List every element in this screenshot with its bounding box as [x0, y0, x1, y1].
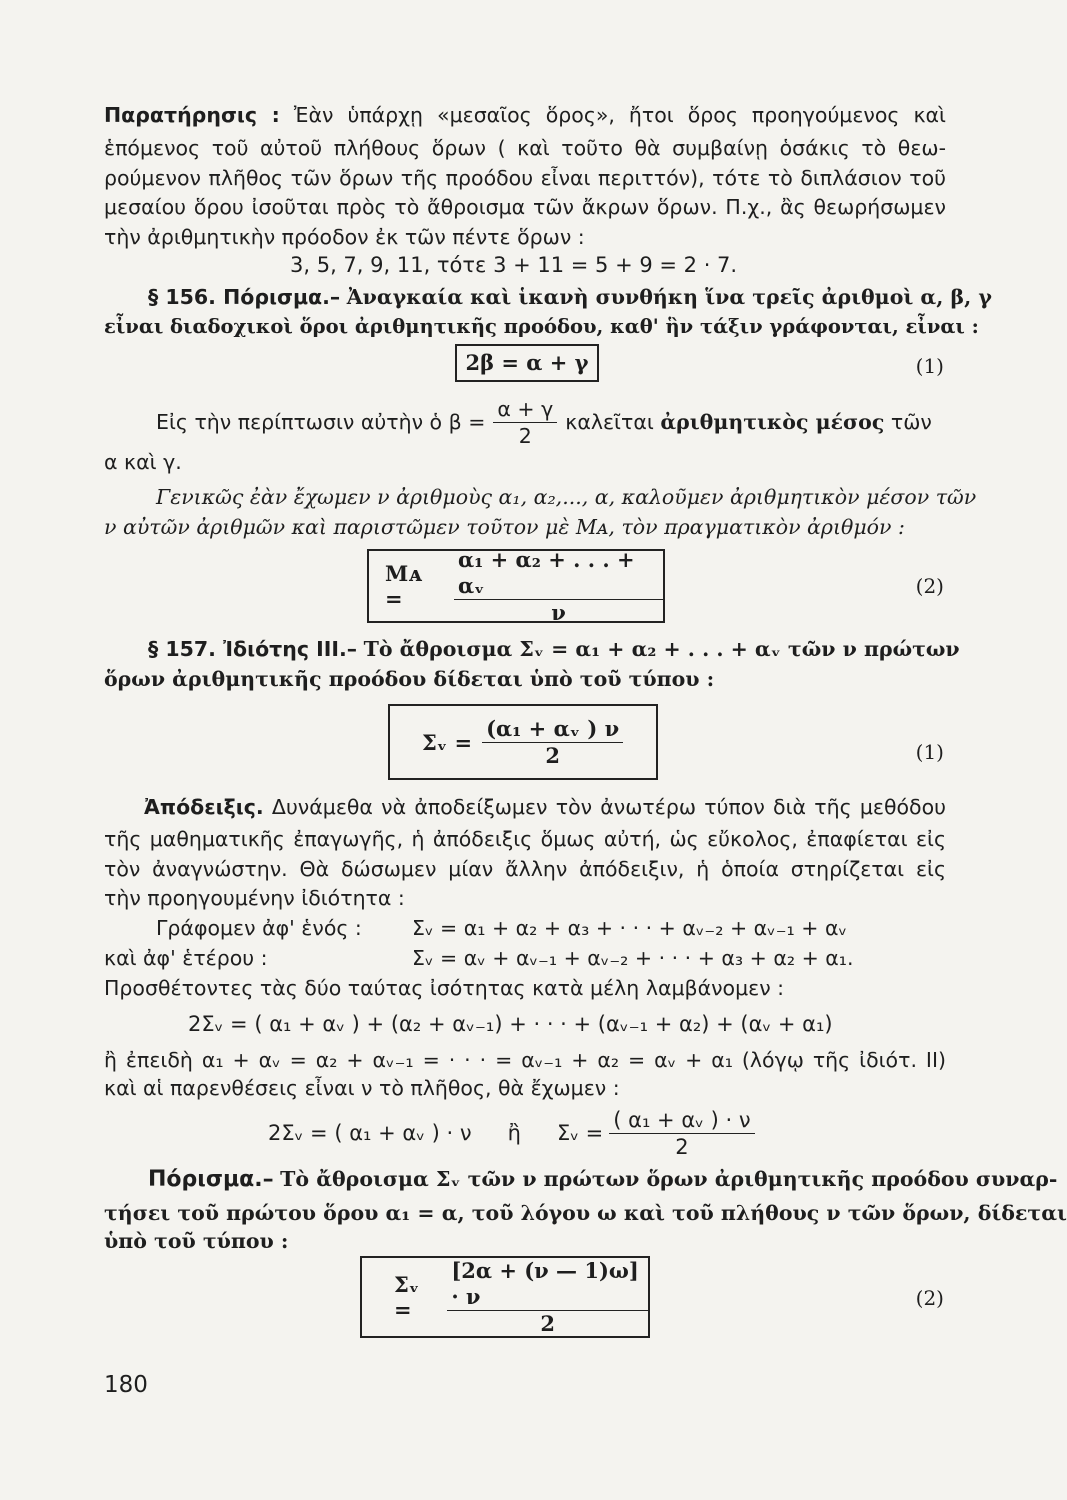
s156-line-1 — [104, 282, 992, 312]
s156-arith-mean-line — [156, 394, 946, 450]
note-line-1 — [104, 100, 946, 130]
corollary-frac-num: [2α + (ν — 1)ω] · ν — [447, 1258, 648, 1311]
arith-frac-den: 2 — [518, 423, 532, 448]
sum-lhs: Σᵥ = — [422, 729, 473, 755]
arith-text-c: τῶν — [890, 410, 932, 434]
page-number: 180 — [104, 1372, 148, 1398]
formula-box-4 — [360, 1256, 650, 1338]
ma-lhs: Mᴀ = — [385, 561, 422, 611]
s157-text: Τὸ ἄθροισμα Σᵥ = α₁ + α₂ + . . . + αᵥ τῶν ν πρώτων — [363, 637, 960, 661]
arith-text-b: καλεῖται — [565, 410, 654, 434]
note-example: 3, 5, 7, 9, 11, τότε 3 + 11 = 5 + 9 = 2 · 7. — [290, 253, 738, 277]
note-line-3: ρούμενον πλῆθος τῶν ὅρων τῆς προόδου εἶναι περιττόν), τότε τὸ διπλάσιον τοῦ — [104, 166, 946, 190]
proof-text: Δυνάμεθα νὰ ἀποδείξωμεν τὸν ἀνωτέρω τύπον διὰ τῆς μεθόδου — [271, 795, 946, 819]
arith-frac-num: α + γ — [493, 396, 557, 423]
proof-line-1 — [104, 792, 946, 822]
general-line-1: Γενικῶς ἐὰν ἔχωμεν ν ἀριθμοὺς α₁, α₂,..., α, καλοῦμεν ἀριθμητικὸν μέσον τῶν — [156, 485, 977, 509]
proof-label: Ἀπόδειξις. — [144, 795, 264, 819]
corollary-frac-den: 2 — [540, 1310, 555, 1336]
note-line-5: τὴν ἀριθμητικὴν πρόοδον ἐκ τῶν πέντε ὅρων : — [104, 225, 585, 249]
corollary-heading: Πόρισμα.– — [148, 1167, 274, 1192]
final-frac-den: 2 — [675, 1134, 689, 1159]
s157-heading: § 157. Ἰδιότης III.– — [148, 637, 358, 661]
equation-number-1: (1) — [915, 354, 944, 378]
s157-line-2: ὅρων ἀριθμητικῆς προόδου δίδεται ὑπὸ τοῦ τύπου : — [104, 667, 715, 691]
final-frac-num: ( α₁ + αᵥ ) · ν — [609, 1107, 754, 1134]
proof-write-1 — [156, 913, 946, 943]
write1-label: Γράφομεν ἀφ' ἑνός : — [156, 916, 362, 940]
proof-line-2: τῆς μαθηματικῆς ἐπαγωγῆς, ἡ ἀπόδειξις ὅμως αὐτή, ὡς εὔκολος, ἐπαφίεται εἰς — [104, 827, 946, 851]
proof-since: ἢ ἐπειδὴ α₁ + αᵥ = α₂ + αᵥ₋₁ = · · · = αᵥ₋₁ + α₂ = αᵥ + α₁ (λόγῳ τῆς ἰδιότ. II) — [104, 1048, 946, 1072]
proof-paren: καὶ αἱ παρενθέσεις εἶναι ν τὸ πλῆθος, θὰ ἔχωμεν : — [104, 1076, 620, 1100]
final-fraction — [609, 1107, 754, 1160]
final-eq-a: 2Σᵥ = ( α₁ + αᵥ ) · ν — [268, 1121, 472, 1145]
corollary-text: Τὸ ἄθροισμα Σᵥ τῶν ν πρώτων ὅρων ἀριθμητικῆς προόδου συναρ- — [280, 1167, 1058, 1191]
arith-fraction — [493, 396, 557, 449]
equation-number-3: (1) — [915, 740, 944, 764]
proof-sum: 2Σᵥ = ( α₁ + αᵥ ) + (α₂ + αᵥ₋₁) + · · · + (αᵥ₋₁ + α₂) + (αᵥ + α₁) — [188, 1012, 833, 1036]
corollary-line-3: ὑπὸ τοῦ τύπου : — [104, 1229, 289, 1253]
write1-eq: Σᵥ = α₁ + α₂ + α₃ + · · · + αᵥ₋₂ + αᵥ₋₁ + αᵥ — [412, 916, 848, 940]
ma-frac-num: α₁ + α₂ + . . . + αᵥ — [454, 547, 663, 600]
s156-text: Ἀναγκαία καὶ ἱκανὴ συνθήκη ἵνα τρεῖς ἀριθμοὶ α, β, γ — [346, 285, 992, 309]
proof-line-3: τὸν ἀναγνώστην. Θὰ δώσωμεν μίαν ἄλλην ἀπόδειξιν, ἡ ὁποία στηρίζεται εἰς — [104, 857, 946, 881]
arith-mean-term: ἀριθμητικὸς μέσος — [660, 410, 885, 434]
s156-text-2: α καὶ γ. — [104, 450, 182, 474]
formula-box-1: 2β = α + γ — [455, 344, 599, 382]
proof-final — [268, 1103, 755, 1163]
corollary-fraction — [447, 1258, 648, 1337]
s156-line-2: εἶναι διαδοχικοὶ ὅροι ἀριθμητικῆς προόδου, καθ' ἣν τάξιν γράφονται, εἶναι : — [104, 315, 979, 338]
note-line-4: μεσαίου ὅρου ἰσοῦται πρὸς τὸ ἄθροισμα τῶν ἄκρων ὅρων. Π.χ., ἂς θεωρήσωμεν — [104, 195, 946, 219]
equation-number-4: (2) — [915, 1286, 944, 1310]
corollary-line-2: τήσει τοῦ πρώτου ὅρου α₁ = α, τοῦ λόγου ω καὶ τοῦ πλήθους ν τῶν ὅρων, δίδεται — [104, 1201, 1067, 1225]
ma-frac-den: ν — [551, 599, 566, 625]
final-or: ἢ — [507, 1121, 521, 1145]
proof-add: Προσθέτοντες τὰς δύο ταύτας ἰσότητας κατὰ μέλη λαμβάνομεν : — [104, 976, 785, 1000]
write2-eq: Σᵥ = αᵥ + αᵥ₋₁ + αᵥ₋₂ + · · · + α₃ + α₂ + α₁. — [412, 946, 854, 970]
general-line-2: ν αὐτῶν ἀριθμῶν καὶ παριστῶμεν τοῦτον μὲ Mᴀ, τὸν πραγματικὸν ἀριθμόν : — [104, 515, 905, 539]
note-label: Παρατήρησις : — [104, 103, 280, 127]
sum-fraction — [482, 716, 623, 769]
final-lhs: Σᵥ = — [556, 1121, 604, 1145]
sum-frac-num: (α₁ + αᵥ ) ν — [482, 716, 623, 743]
s157-line-1 — [104, 634, 960, 664]
formula-box-3 — [388, 704, 658, 780]
note-text: Ἐὰν ὑπάρχῃ «μεσαῖος ὅρος», ἤτοι ὅρος προηγούμενος καὶ — [293, 103, 946, 127]
corollary-line-1 — [104, 1164, 1058, 1195]
arith-text-a: Εἰς τὴν περίπτωσιν αὐτὴν ὁ β = — [156, 410, 486, 434]
s156-heading: § 156. Πόρισμα.– — [148, 285, 341, 309]
proof-line-4: τὴν προηγουμένην ἰδιότητα : — [104, 886, 405, 910]
corollary-lhs: Σᵥ = — [394, 1272, 420, 1322]
proof-write-2 — [104, 943, 946, 973]
note-line-2: ἑπόμενος τοῦ αὐτοῦ πλήθους ὅρων ( καὶ τοῦτο θὰ συμβαίνῃ ὁσάκις τὸ θεω- — [104, 136, 946, 160]
ma-fraction — [454, 547, 663, 626]
equation-number-2: (2) — [915, 574, 944, 598]
formula-box-2 — [367, 546, 665, 625]
sum-frac-den: 2 — [545, 742, 560, 768]
write2-label: καὶ ἀφ' ἑτέρου : — [104, 946, 268, 970]
